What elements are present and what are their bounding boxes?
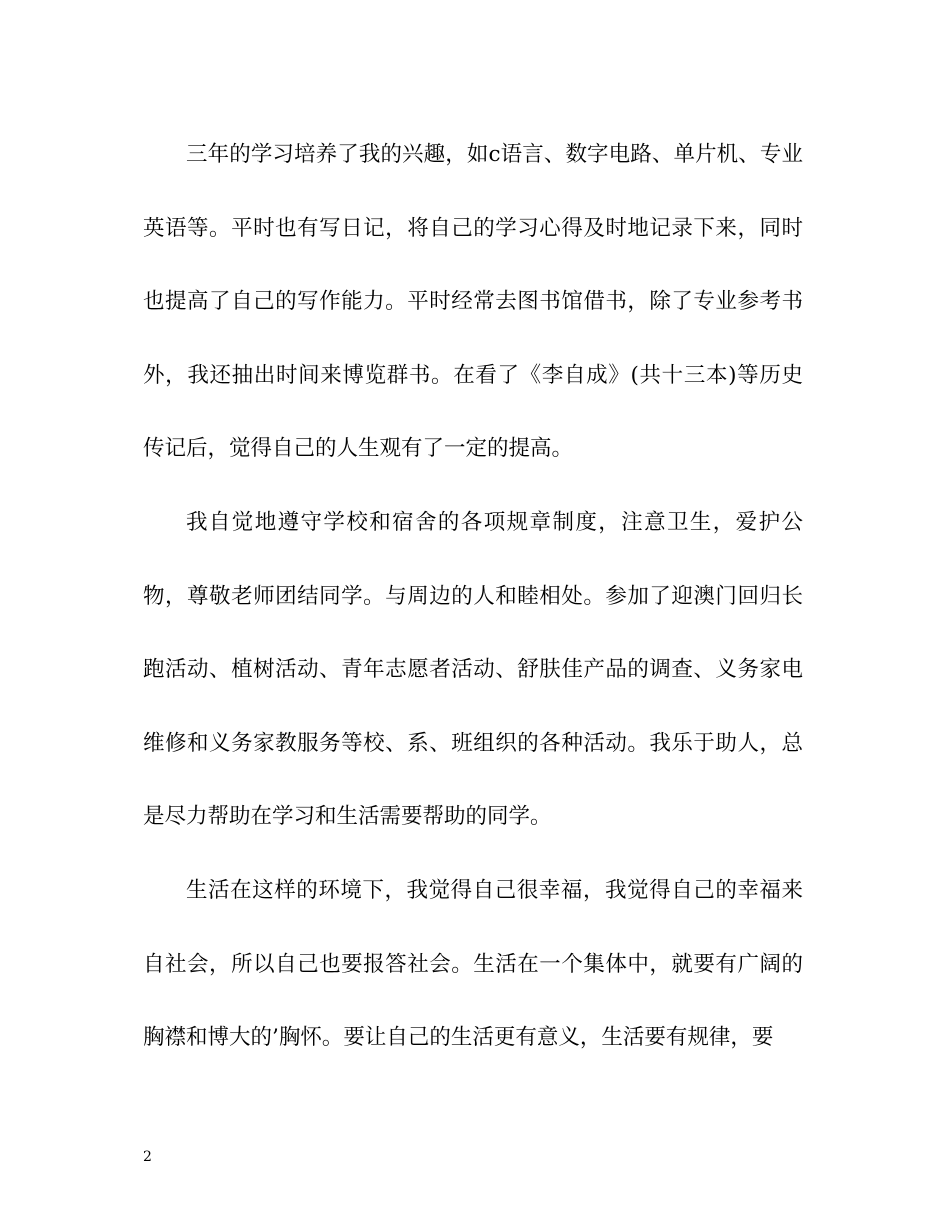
paragraph-study-interests: 三年的学习培养了我的兴趣，如c语言、数字电路、单片机、专业英语等。平时也有写日记，将自己的学习心得及时地记录下来，同时也提高了自己的写作能力。平时经常去图书馆借书，除了专业参考书外，我还抽出时间来博览群书。在看了《李自成》(共十三本)等历史传记后，觉得自己的人生观有了一定的提高。 (143, 142, 803, 462)
page-number: 2 (143, 1149, 152, 1165)
body-text (143, 118, 803, 1075)
paragraph-life-society: 生活在这样的环境下，我觉得自己很幸福，我觉得自己的幸福来自社会，所以自己也要报答社会。生活在一个集体中，就要有广阔的胸襟和博大的’胸怀。要让自己的生活更有意义，生活要有规律，要 (143, 877, 803, 1051)
paragraph-conduct-activities: 我自觉地遵守学校和宿舍的各项规章制度，注意卫生，爱护公物，尊敬老师团结同学。与周边的人和睦相处。参加了迎澳门回归长跑活动、植树活动、青年志愿者活动、舒肤佳产品的调查、义务家电维修和义务家教服务等校、系、班组织的各种活动。我乐于助人，总是尽力帮助在学习和生活需要帮助的同学。 (143, 509, 803, 830)
